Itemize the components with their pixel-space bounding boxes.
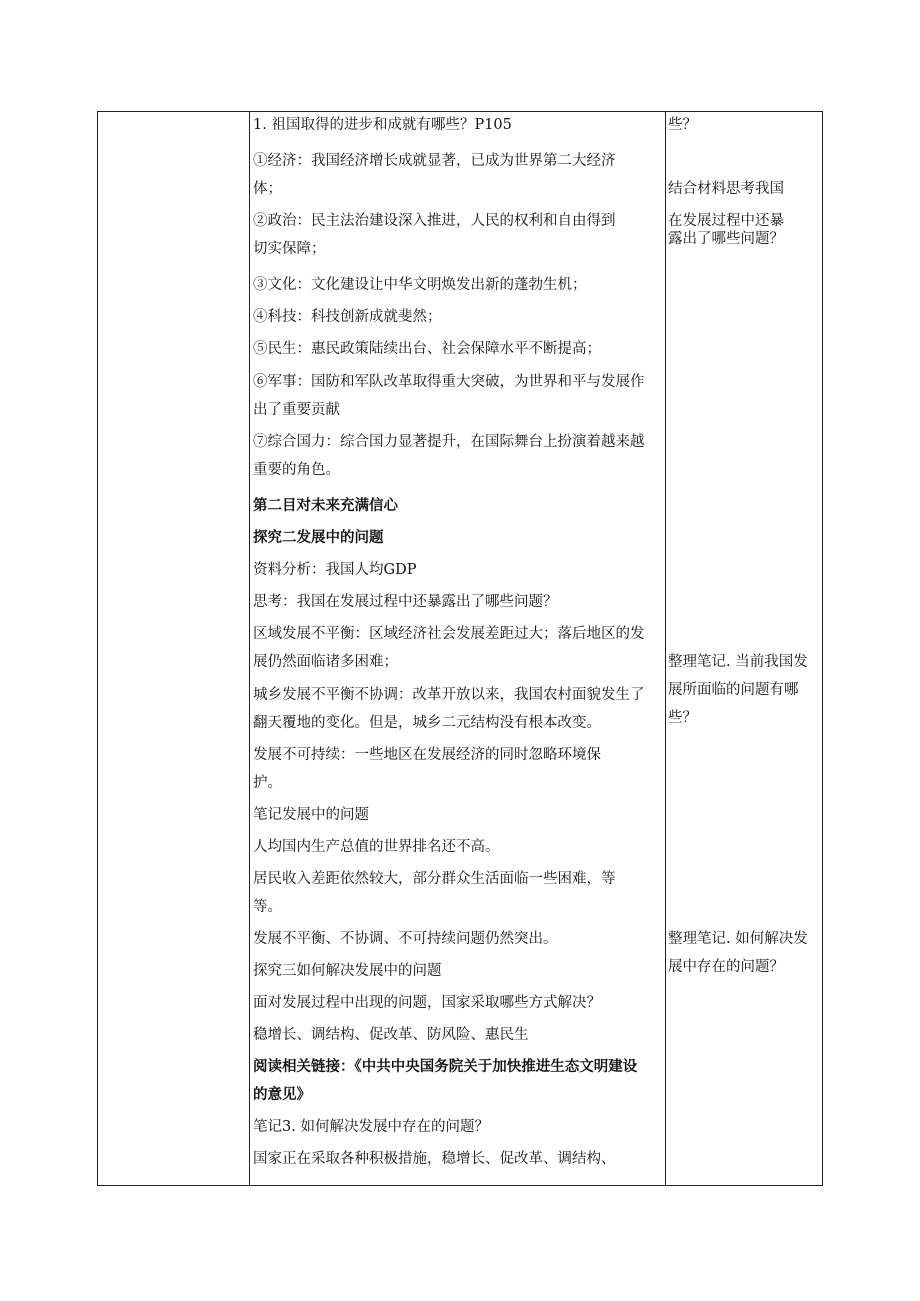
content-line: 重要的角色。: [253, 462, 340, 478]
content-line: 笔记3. 如何解决发展中存在的问题？: [253, 1119, 489, 1135]
activity-line: 些？: [668, 710, 697, 726]
content-line: ⑤民生：惠民政策陆续出台、社会保障水平不断提高；: [253, 341, 601, 357]
content-line: 出了重要贡献: [253, 402, 340, 418]
activity-line: 在发展过程中还暴: [668, 213, 784, 229]
content-line: ④科技：科技创新成就斐然；: [253, 309, 442, 325]
column-divider-left: [249, 112, 250, 1185]
content-line: ⑦综合国力：综合国力显著提升，在国际舞台上扮演着越来越: [253, 434, 645, 450]
content-line: 翻天覆地的变化。但是，城乡二元结构没有根本改变。: [253, 715, 601, 731]
activity-line: 展所面临的问题有哪: [668, 682, 799, 698]
activity-line: 露出了哪些问题？: [668, 231, 784, 247]
content-line: 发展不平衡、不协调、不可持续问题仍然突出。: [253, 931, 558, 947]
content-line: 阅读相关链接：《中共中央国务院关于加快推进生态文明建设: [253, 1058, 638, 1075]
content-line: ②政治：民主法治建设深入推进，人民的权利和自由得到: [253, 213, 616, 229]
content-line: 探究二发展中的问题: [253, 529, 384, 546]
content-line: 人均国内生产总值的世界排名还不高。: [253, 839, 500, 855]
content-line: 第二目对未来充满信心: [253, 497, 398, 514]
activity-line: 结合材料思考我国: [668, 181, 784, 197]
content-line: 发展不可持续：一些地区在发展经济的同时忽略环境保: [253, 747, 601, 763]
content-line: 面对发展过程中出现的问题，国家采取哪些方式解决？: [253, 995, 601, 1011]
content-line: 居民收入差距依然较大，部分群众生活面临一些困难，等: [253, 871, 616, 887]
lesson-table: [97, 111, 823, 1186]
content-line: 探究三如何解决发展中的问题: [253, 963, 442, 979]
content-line: 笔记发展中的问题: [253, 807, 369, 823]
activity-line: 些？: [668, 117, 697, 133]
content-line: 区域发展不平衡：区域经济社会发展差距过大；落后地区的发: [253, 626, 645, 642]
activity-line: 整理笔记. 如何解决发: [668, 931, 808, 947]
content-line: 展仍然面临诸多困难；: [253, 654, 398, 670]
column-divider-right: [665, 112, 666, 1185]
content-line: 国家正在采取各种积极措施，稳增长、促改革、调结构、: [253, 1151, 616, 1167]
content-line: ⑥军事：国防和军队改革取得重大突破，为世界和平与发展作: [253, 374, 645, 390]
activity-line: 展中存在的问题？: [668, 959, 784, 975]
content-line: 等。: [253, 899, 282, 915]
content-line: ①经济：我国经济增长成就显著，已成为世界第二大经济: [253, 153, 616, 169]
content-line: 思考：我国在发展过程中还暴露出了哪些问题？: [253, 594, 558, 610]
content-line: 护。: [253, 775, 282, 791]
content-line: 城乡发展不平衡不协调：改革开放以来，我国农村面貌发生了: [253, 687, 645, 703]
content-line: 1. 祖国取得的进步和成就有哪些？P105: [253, 117, 512, 133]
activity-line: 整理笔记. 当前我国发: [668, 654, 808, 670]
content-line: 资料分析：我国人均GDP: [253, 562, 417, 578]
content-line: 稳增长、调结构、促改革、防风险、惠民生: [253, 1027, 529, 1043]
content-line: 体；: [253, 181, 282, 197]
content-line: 的意见》: [253, 1086, 311, 1103]
content-line: 切实保障；: [253, 241, 326, 257]
content-line: ③文化：文化建设让中华文明焕发出新的蓬勃生机；: [253, 277, 587, 293]
